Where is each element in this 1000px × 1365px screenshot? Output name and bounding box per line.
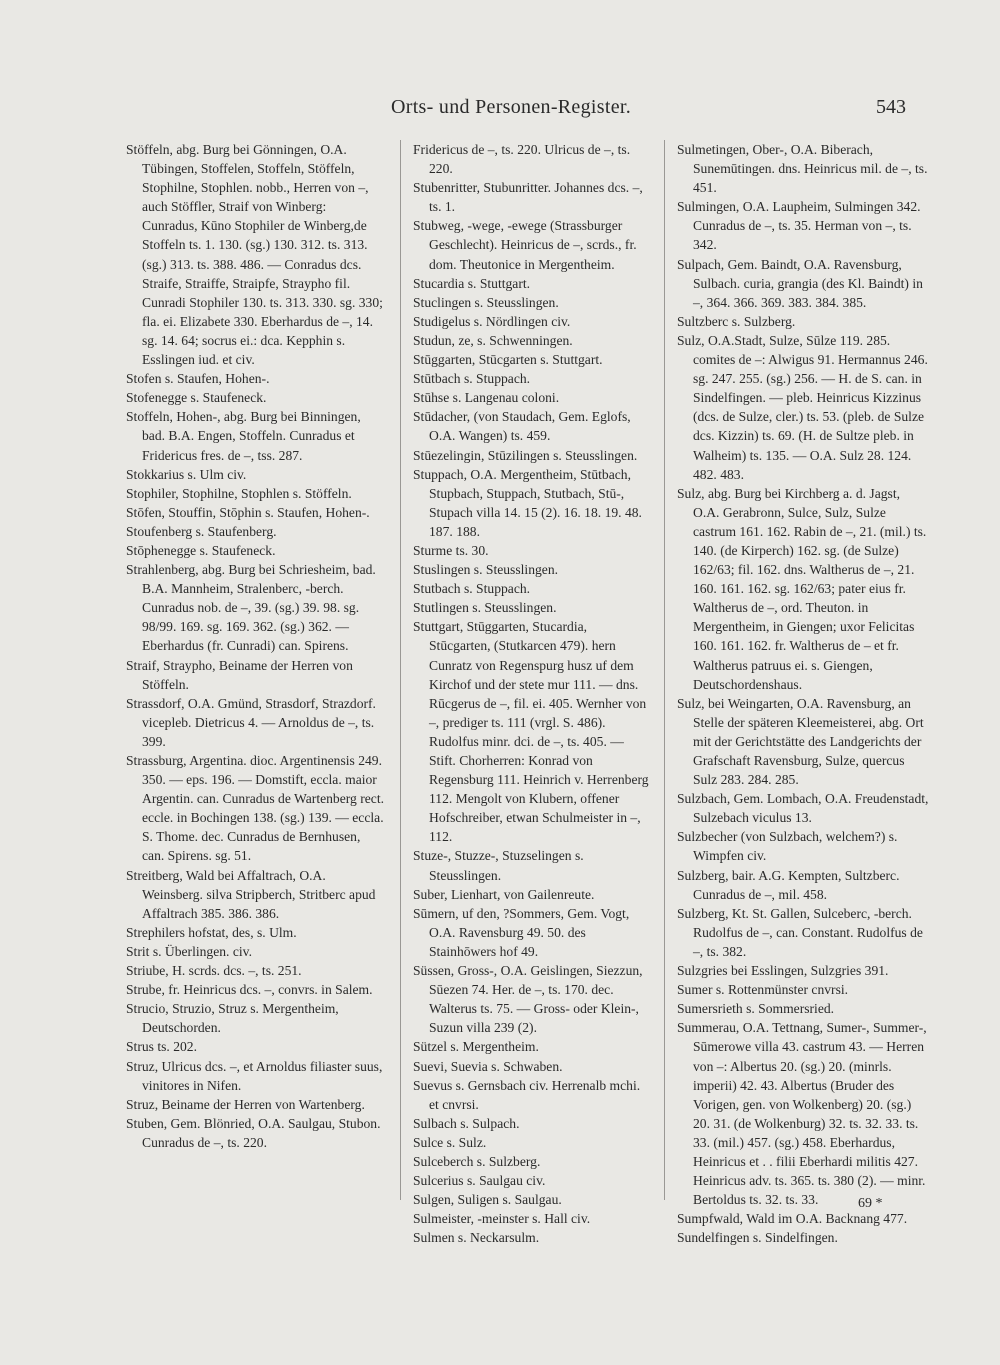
column-right: [664, 140, 929, 1246]
register-entry: Strit s. Überlingen. civ.: [126, 943, 252, 959]
register-entry: Stuslingen s. Steusslingen.: [413, 562, 559, 578]
register-entry: Süssen, Gross-, O.A. Geislingen, Siezzun, Sūezen 74. Her. de –, ts. 170. dec. Walterus ts. 75. — Gross- oder Klein-, Suzun villa 239 (2).: [413, 963, 643, 1036]
register-entry: Stofen s. Staufen, Hohen-.: [126, 371, 270, 387]
signature-mark: 69 *: [858, 1196, 883, 1211]
register-entry: Fridericus de –, ts. 220. Ulricus de –, ts. 220.: [413, 142, 631, 177]
register-entry: Sturme ts. 30.: [413, 542, 489, 558]
register-entry: Suevus s. Gernsbach civ. Herrenalb mchi. et cnvrsi.: [413, 1077, 641, 1112]
register-entry: Studigelus s. Nördlingen civ.: [413, 313, 571, 329]
register-entry: Stūggarten, Stūcgarten s. Stuttgart.: [413, 352, 603, 368]
register-entry: Struz, Ulricus dcs. –, et Arnoldus filiaster suus, vinitores in Nifen.: [126, 1058, 383, 1093]
register-entry: Sundelfingen s. Sindelfingen.: [677, 1230, 838, 1246]
register-entry: Sulmen s. Neckarsulm.: [413, 1230, 540, 1246]
page-header: [0, 96, 1000, 126]
page-number: 543: [876, 96, 906, 118]
register-entry: Stutbach s. Stuppach.: [413, 581, 531, 597]
register-entry: Sützel s. Mergentheim.: [413, 1039, 539, 1055]
register-entry: Stuclingen s. Steusslingen.: [413, 294, 559, 310]
running-title: Orts- und Personen-Register.: [391, 96, 632, 118]
entry-list: [667, 140, 929, 1247]
register-entry: Stuttgart, Stūggarten, Stucardia, Stūcgarten, (Stutkarcen 479). hern Cunratz von Regenspurg husz uf dem Kirchof und der stete mur 111. — dns. Rūcgerus de –, fil. ei. 405. Wernher von –, prediger ts. 111 (vrgl. S. 486). Rudolfus minr. dci. de –, ts. 405. — Stift. Chorherren: Konrad von Regensburg 111. Heinrich v. Herrenberg 112. Mengolt von Klubern, offener Hofschreiber, etwan Schulmeister in –, 112.: [413, 619, 649, 845]
register-entry: Stōphenegge s. Staufeneck.: [126, 542, 276, 558]
register-entry: Striube, H. scrds. dcs. –, ts. 251.: [126, 963, 302, 979]
register-entry: Sulmetingen, Ober-, O.A. Biberach, Sunemūtingen. dns. Heinricus mil. de –, ts. 451.: [677, 142, 928, 196]
register-entry: Stōfen, Stouffin, Stōphin s. Staufen, Hohen-.: [126, 504, 370, 520]
register-entry: Sulce s. Sulz.: [413, 1134, 487, 1150]
register-entry: Sulzbecher (von Sulzbach, welchem?) s. Wimpfen civ.: [677, 829, 898, 864]
register-entry: Struz, Beiname der Herren von Wartenberg.: [126, 1096, 365, 1112]
register-entry: Stuppach, O.A. Mergentheim, Stūtbach, Stupbach, Stuppach, Stutbach, Stū-, Stupach villa 14. 15 (2). 16. 18. 19. 48. 187. 188.: [413, 466, 642, 539]
column-middle: [400, 140, 651, 1246]
register-entry: Stuben, Gem. Blönried, O.A. Saulgau, Stubon. Cunradus de –, ts. 220.: [126, 1115, 381, 1150]
register-entry: Strassdorf, O.A. Gmünd, Strasdorf, Strazdorf. vicepleb. Dietricus 4. — Arnoldus de –, ts. 399.: [126, 695, 376, 749]
register-entry: Sulmeister, -meinster s. Hall civ.: [413, 1211, 591, 1227]
register-entry: Sulz, abg. Burg bei Kirchberg a. d. Jagst, O.A. Gerabronn, Sulce, Sulz, Sulze castrum 161. 162. Rabin de –, 21. (mil.) ts. 140. (de Kirperch) 162. sg. (de Sulze) 162/63; fil. 162. dns. Waltherus de –, 21. 160. 161. 162. sg. 162/63; pater eius fr. Waltherus de –, ord. Theuton. in Mergentheim, in Giengen; uxor Felicitas 160. 161. 162. fr. Waltherus de – et fr. Waltherus patruus ei. s. Giengen, Deutschordenshaus.: [677, 485, 927, 692]
column-left: [126, 140, 384, 1152]
register-entry: Suevi, Suevia s. Schwaben.: [413, 1058, 563, 1074]
register-entry: Sulz, O.A.Stadt, Sulze, Sūlze 119. 285. comites de –: Alwigus 91. Hermannus 246. sg. 247. 255. (sg.) 256. — H. de S. can. in Sindelfingen. — pleb. Heinricus Kizzinus (dcs. de Sulze, cler.) ts. 53. (pleb. de Sulze dcs. Kizzin) ts. 69. (H. de Sultze pleb. in Walheim) ts. 135. — O.A. Sulz 28. 124. 482. 483.: [677, 332, 928, 482]
register-entry: Sulbach s. Sulpach.: [413, 1115, 520, 1131]
register-entry: Stūezelingin, Stūzilingen s. Steusslingen.: [413, 447, 638, 463]
register-entry: Strucio, Struzio, Struz s. Mergentheim, Deutschorden.: [126, 1001, 339, 1036]
register-entry: Stofenegge s. Staufeneck.: [126, 390, 267, 406]
register-entry: Strassburg, Argentina. dioc. Argentinensis 249. 350. — eps. 196. — Domstift, eccla. maior Argentin. can. Cunradus de Wartenberg rect. eccle. in Bochingen 138. (sg.) 139. — eccla. S. Thome. dec. Cunradus de Bernhusen, can. Spirens. sg. 51.: [126, 753, 385, 864]
register-entry: Sumersrieth s. Sommersried.: [677, 1001, 835, 1017]
register-entry: Sulcerius s. Saulgau civ.: [413, 1173, 546, 1189]
register-entry: Sulzberg, bair. A.G. Kempten, Sultzberc. Cunradus de –, mil. 458.: [677, 867, 900, 902]
register-entry: Sulgen, Suligen s. Saulgau.: [413, 1192, 562, 1208]
register-entry: Stöffeln, abg. Burg bei Gönningen, O.A. Tübingen, Stoffelen, Stoffeln, Stöffeln, Stophilne, Stophlen. nobb., Herren von –, auch Stöffler, Straif von Winberg: Cunradus, Kūno Stophiler de Winberg,de Stoffeln ts. 1. 130. (sg.) 130. 312. ts. 313. (sg.) 313. ts. 388. 486. — Conradus dcs. Straife, Straiffe, Straipfe, Straypho fil. Cunradi Stophiler 130. ts. 313. 330. sg. 330; fla. ei. Elizabete 330. Eberhardus de –, 14. sg. 14. 64; socrus ei.: dca. Kepphin s. Esslingen iud. et civ.: [126, 142, 383, 368]
register-entry: Strephilers hofstat, des, s. Ulm.: [126, 924, 297, 940]
register-entry: Stoffeln, Hohen-, abg. Burg bei Binningen, bad. B.A. Engen, Stoffeln. Cunradus et Fridericus fres. de –, tss. 287.: [126, 409, 361, 463]
register-entry: Stoufenberg s. Staufenberg.: [126, 523, 277, 539]
register-entry: Suber, Lienhart, von Gailenreute.: [413, 886, 595, 902]
register-entry: Stophiler, Stophilne, Stophlen s. Stöffeln.: [126, 485, 352, 501]
register-entry: Strahlenberg, abg. Burg bei Schriesheim, bad. B.A. Mannheim, Stralenberc, -berch. Cunradus nob. de –, 39. (sg.) 39. 98. sg. 98/99. 169. sg. 169. 362. (sg.) 362. — Eberhardus (fr. Cunradi) can. Spirens.: [126, 562, 376, 654]
register-entry: Stucardia s. Stuttgart.: [413, 275, 531, 291]
register-entry: Sūmern, uf den, ?Sommers, Gem. Vogt, O.A. Ravensburg 49. 50. des Stainhōwers hof 49.: [413, 905, 630, 959]
register-entry: Stuze-, Stuzze-, Stuzselingen s. Steusslingen.: [413, 848, 584, 883]
register-entry: Stubenritter, Stubunritter. Johannes dcs. –, ts. 1.: [413, 180, 643, 215]
register-entry: Sulz, bei Weingarten, O.A. Ravensburg, an Stelle der späteren Kleemeisterei, abg. Ort mit der Gerichtstätte des Landgerichts der Grafschaft Ravensburg, Sulze, quercus Sulz 283. 284. 285.: [677, 695, 924, 788]
register-entry: Sumer s. Rottenmünster cnvrsi.: [677, 982, 849, 998]
register-entry: Stūhse s. Langenau coloni.: [413, 390, 560, 406]
register-entry: Streitberg, Wald bei Affaltrach, O.A. Weinsberg. silva Stripberch, Stritberc apud Affaltrach 385. 386. 386.: [126, 867, 376, 921]
register-entry: Straif, Straypho, Beiname der Herren von Stöffeln.: [126, 657, 353, 692]
register-entry: Stokkarius s. Ulm civ.: [126, 466, 247, 482]
register-entry: Sulceberch s. Sulzberg.: [413, 1153, 541, 1169]
register-entry: Studun, ze, s. Schwenningen.: [413, 332, 573, 348]
entry-list: [403, 140, 651, 1247]
register-entry: Sulzberg, Kt. St. Gallen, Sulceberc, -berch. Rudolfus de –, can. Constant. Rudolfus de –, ts. 382.: [677, 905, 923, 959]
register-entry: Stutlingen s. Steusslingen.: [413, 600, 557, 616]
register-entry: Sulzgries bei Esslingen, Sulzgries 391.: [677, 963, 889, 979]
register-entry: Sulpach, Gem. Baindt, O.A. Ravensburg, Sulbach. curia, grangia (des Kl. Baindt) in –, 364. 366. 369. 383. 384. 385.: [677, 256, 923, 310]
register-entry: Stubweg, -wege, -ewege (Strassburger Geschlecht). Heinricus de –, scrds., fr. dom. Theutonice in Mergentheim.: [413, 218, 637, 272]
register-entry: Stūdacher, (von Staudach, Gem. Eglofs, O.A. Wangen) ts. 459.: [413, 409, 631, 444]
entry-list: [126, 140, 384, 1152]
register-entry: Stūtbach s. Stuppach.: [413, 371, 531, 387]
register-entry: Strus ts. 202.: [126, 1039, 198, 1055]
register-entry: Sumpfwald, Wald im O.A. Backnang 477.: [677, 1211, 908, 1227]
register-entry: Sulzbach, Gem. Lombach, O.A. Freudenstadt, Sulzebach viculus 13.: [677, 791, 929, 826]
register-entry: Strube, fr. Heinricus dcs. –, convrs. in Salem.: [126, 982, 373, 998]
register-entry: Sulmingen, O.A. Laupheim, Sulmingen 342. Cunradus de –, ts. 35. Herman von –, ts. 342.: [677, 199, 921, 253]
register-entry: Sultzberc s. Sulzberg.: [677, 313, 796, 329]
register-entry: Summerau, O.A. Tettnang, Sumer-, Summer-, Sūmerowe villa 43. castrum 43. — Herren von –: Albertus 20. (sg.) 20. (minrls. imperii) 42. 43. Albertus (Bruder des Vorigen, gen. von Wolkenberg) 20. (sg.) 20. 31. (de Wolkenburg) 32. ts. 32. 33. ts. 33. (mil.) 457. (sg.) 458. Eberhardus, Heinricus et . . filii Eberhardi militis 427. Heinricus adv. ts. 365. ts. 380 (2). — minr. Bertoldus ts. 32. ts. 33.: [677, 1020, 927, 1208]
